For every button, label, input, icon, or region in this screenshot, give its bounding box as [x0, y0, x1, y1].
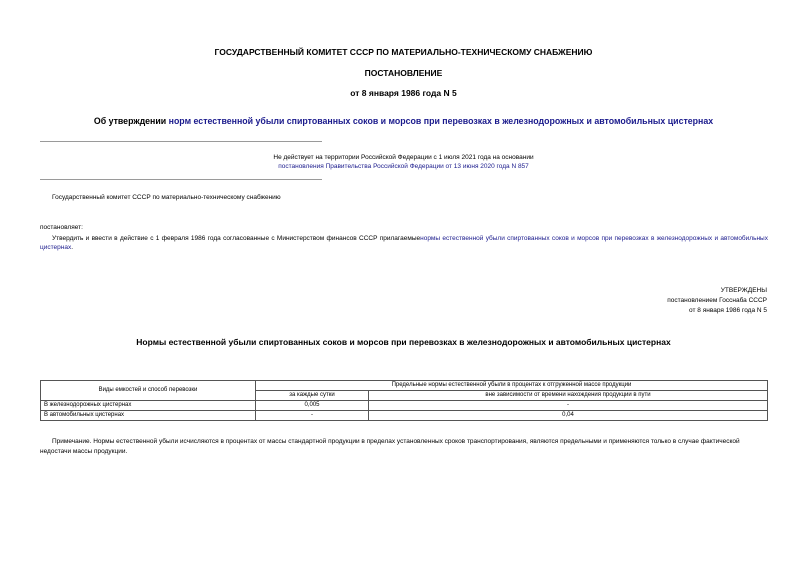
resolution-text: Утвердить и ввести в действие с 1 февраля 1986 года согласованные с Министерством финансов СССР прилагаемые	[52, 235, 421, 242]
table-cell: В железнодорожных цистернах	[41, 401, 256, 411]
document-type: ПОСТАНОВЛЕНИЕ	[364, 68, 443, 78]
approval-line-3: от 8 января 1986 года N 5	[689, 307, 767, 314]
divider-top	[40, 141, 322, 142]
table-cell: -	[256, 411, 369, 421]
resolves-text: постановляет:	[40, 224, 83, 231]
table-header-cell: Виды емкостей и способ перевозки	[41, 381, 256, 401]
table-header-cell: за каждые сутки	[256, 391, 369, 401]
table-header-cell: вне зависимости от времени нахождения продукции в пути	[369, 391, 768, 401]
resolution-end: .	[71, 244, 74, 251]
status-note-link[interactable]: постановления Правительства Российской Федерации от 13 июня 2020 года N 857	[278, 163, 529, 170]
document-date: от 8 января 1986 года N 5	[350, 88, 457, 98]
table-cell: -	[369, 401, 768, 411]
table-cell: 0,005	[256, 401, 369, 411]
approval-line-1: УТВЕРЖДЕНЫ	[720, 287, 767, 294]
table-row	[41, 411, 768, 421]
issuer-text: Государственный комитет СССР по материально-техническому снабжению	[52, 194, 281, 201]
title-prefix: Об утверждении	[93, 116, 169, 126]
note-paragraph: Примечание. Нормы естественной убыли исчисляются в процентах от массы стандартной продукции в пределах установленных сроков транспортирования, являются предельными и применяются только в случае фактической недостачи массы продукции.	[40, 438, 740, 455]
norms-table	[40, 380, 768, 421]
status-note	[0, 153, 807, 171]
divider-bottom	[40, 179, 322, 180]
status-note-text: Не действует на территории Российской Федерации с 1 июля 2021 года на основании	[273, 154, 534, 161]
table-row	[41, 401, 768, 411]
title-link[interactable]: норм естественной убыли спиртованных соков и морсов при перевозках в железнодорожных и автомобильных цистернах	[168, 116, 714, 126]
table-cell: 0,04	[369, 411, 768, 421]
table-cell: В автомобильных цистернах	[41, 411, 256, 421]
table-header-row	[41, 381, 768, 391]
approval-block	[667, 286, 767, 316]
document-title	[0, 116, 807, 126]
approval-line-2: постановлением Госснаба СССР	[667, 297, 767, 304]
resolution-paragraph	[40, 234, 768, 252]
committee-heading: ГОСУДАРСТВЕННЫЙ КОМИТЕТ СССР ПО МАТЕРИАЛЬНО-ТЕХНИЧЕСКОМУ СНАБЖЕНИЮ	[214, 47, 593, 57]
table-header-cell: Предельные нормы естественной убыли в процентах к отгруженной массе продукции	[256, 381, 768, 391]
resolution-link[interactable]: нормы естественной убыли спиртованных соков и морсов при перевозках в железнодорожных и автомобильных цистернах	[40, 235, 768, 251]
norms-title: Нормы естественной убыли спиртованных соков и морсов при перевозках в железнодорожных и автомобильных цистернах	[136, 337, 671, 347]
